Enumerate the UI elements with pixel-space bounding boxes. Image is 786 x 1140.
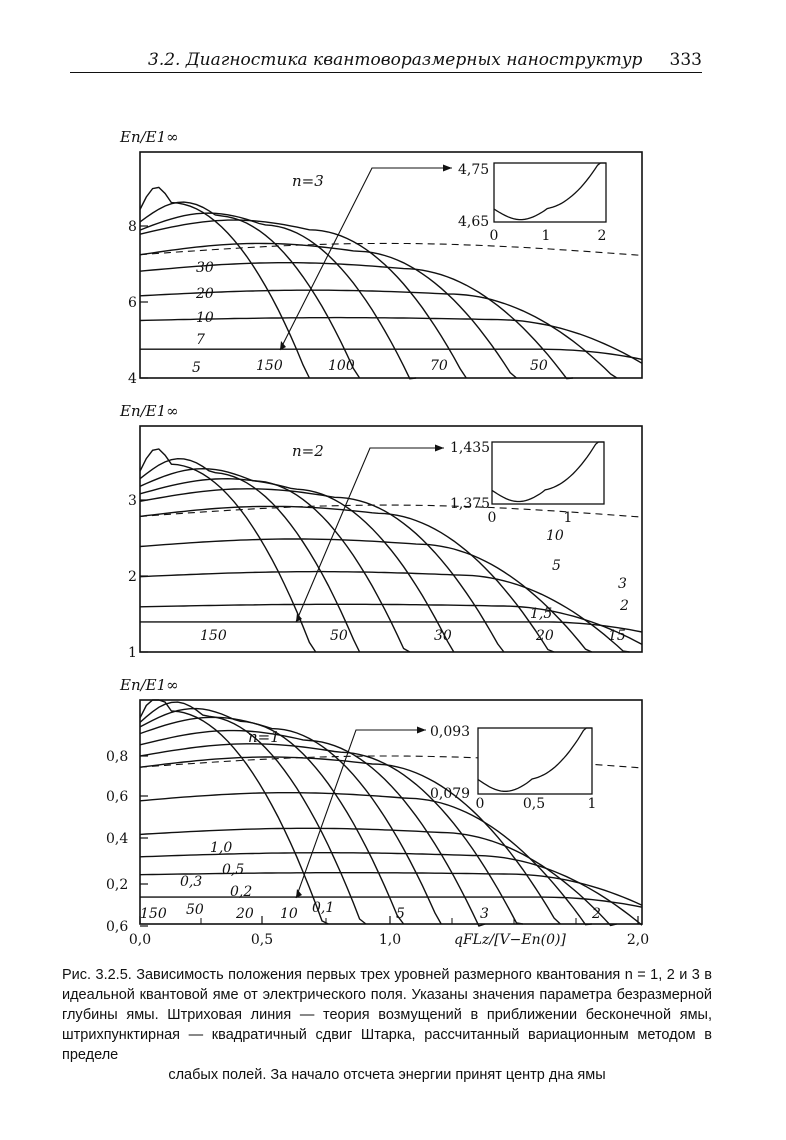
curve-label-70: 70 <box>430 358 448 374</box>
inset-x-tick-label: 2 <box>597 228 607 244</box>
inset-pointer-line <box>280 168 452 350</box>
y-tick-label: 4 <box>128 371 137 387</box>
series-curve-30 <box>140 469 410 652</box>
curve-label-150: 150 <box>140 906 167 922</box>
curve-label-50: 50 <box>186 902 204 918</box>
x-axis-label: qFLz/[V−En(0)] <box>454 932 566 948</box>
y-tick-label: 0,6 <box>106 789 129 805</box>
curve-label-3: 3 <box>618 576 627 592</box>
series-curve-5 <box>140 349 642 359</box>
curve-label-50: 50 <box>330 628 348 644</box>
inset-x-tick-label: 1 <box>563 510 573 526</box>
curve-label-100: 100 <box>328 358 355 374</box>
y-tick-label: 2 <box>128 569 137 585</box>
inset-ymax-label: 1,435 <box>450 440 491 456</box>
x-tick-label: 1,0 <box>378 932 402 948</box>
y-tick-label: 0,6 <box>106 919 129 935</box>
curve-label-10: 10 <box>280 906 298 922</box>
y-axis-label: En/E1∞ <box>120 402 179 420</box>
series-curve-0-3 <box>140 853 642 926</box>
y-tick-label: 6 <box>128 295 137 311</box>
x-tick-label: 0,0 <box>128 932 152 948</box>
panel-n1 <box>106 676 649 948</box>
curve-label-5: 5 <box>396 906 405 922</box>
curve-label-50: 50 <box>530 358 548 374</box>
inset-frame <box>494 163 606 222</box>
curve-label-20: 20 <box>196 286 214 302</box>
curve-label-150: 150 <box>256 358 283 374</box>
curve-label-20: 20 <box>236 906 254 922</box>
inset-pointer-arrowhead <box>417 727 426 734</box>
curve-label-3: 3 <box>480 906 489 922</box>
panel-n2 <box>119 402 642 661</box>
curve-label-5: 5 <box>192 360 201 376</box>
caption-last-line: слабых полей. За начало отсчета энергии принят центр дна ямы <box>168 1067 606 1083</box>
curve-label-10: 10 <box>546 528 564 544</box>
curve-label-0-3: 0,3 <box>180 874 203 890</box>
inset-x-tick-label: 1 <box>541 228 551 244</box>
inset-x-tick-label: 0 <box>489 228 499 244</box>
inset-frame <box>492 442 604 504</box>
curve-label-1-0: 1,0 <box>210 840 233 856</box>
inset-frame <box>478 728 592 794</box>
curve-label-2: 2 <box>620 598 629 614</box>
inset-x-tick-label: 1 <box>587 796 597 812</box>
x-tick-label: 0,5 <box>250 932 274 948</box>
curve-label-15: 15 <box>608 628 626 644</box>
inset-ymax-label: 0,093 <box>430 724 471 740</box>
curve-label-0-1: 0,1 <box>312 900 335 916</box>
y-tick-label: 1 <box>128 645 137 661</box>
inset-x-tick-label: 0 <box>475 796 485 812</box>
figure-caption <box>62 965 712 1085</box>
series-curve-70 <box>140 213 416 379</box>
curve-label-0-2: 0,2 <box>230 884 253 900</box>
caption-main: Рис. 3.2.5. Зависимость положения первых трех уровней размерного квантования n = 1, 2 и 3 в идеальной квантовой яме от электрического поля. Указаны значения параметра безразмерной глубины ямы. Штриховая линия — теория возмущений в приближении бесконечной ямы, штрихпунктирная — квадратичный сдвиг Штарка, рассчитанный вариационным методом в пределе <box>62 967 712 1063</box>
series-curve-50 <box>140 459 360 652</box>
inset-x-tick-label: 0 <box>487 510 497 526</box>
y-tick-label: 0,2 <box>106 877 129 893</box>
inset-pointer-arrowhead <box>443 165 452 172</box>
page-number: 333 <box>669 50 702 70</box>
curve-label-7: 7 <box>196 332 205 348</box>
panel-n3 <box>119 128 642 387</box>
series-curve-1-0 <box>140 793 592 925</box>
curve-label-20: 20 <box>536 628 554 644</box>
inset-ymin-label: 0,079 <box>430 786 471 802</box>
inset-ymin-label: 4,65 <box>458 214 490 230</box>
curve-label-30: 30 <box>434 628 452 644</box>
level-index-label: n=3 <box>292 172 324 190</box>
curve-label-2: 2 <box>592 906 601 922</box>
y-tick-label: 3 <box>128 493 137 509</box>
y-tick-label: 0,8 <box>106 749 129 765</box>
curve-label-1-5: 1,5 <box>530 606 553 622</box>
curve-label-0-5: 0,5 <box>222 862 245 878</box>
inset-pointer-arrowhead <box>435 445 444 452</box>
level-index-label: n=1 <box>248 728 280 746</box>
y-axis-label: En/E1∞ <box>120 676 179 694</box>
inset-x-tick-label: 0,5 <box>522 796 546 812</box>
curve-label-150: 150 <box>200 628 227 644</box>
inset-ymin-label: 1,375 <box>450 496 491 512</box>
curve-label-10: 10 <box>196 310 214 326</box>
y-tick-label: 0,4 <box>106 831 129 847</box>
curve-label-5: 5 <box>552 558 561 574</box>
x-tick-label: 2,0 <box>626 932 650 948</box>
y-tick-label: 8 <box>128 219 137 235</box>
curve-label-30: 30 <box>196 260 214 276</box>
running-header-title: 3.2. Диагностика квантоворазмерных наноструктур <box>148 50 643 70</box>
y-axis-label: En/E1∞ <box>120 128 179 146</box>
level-index-label: n=2 <box>292 442 324 460</box>
inset-ymax-label: 4,75 <box>458 162 490 178</box>
